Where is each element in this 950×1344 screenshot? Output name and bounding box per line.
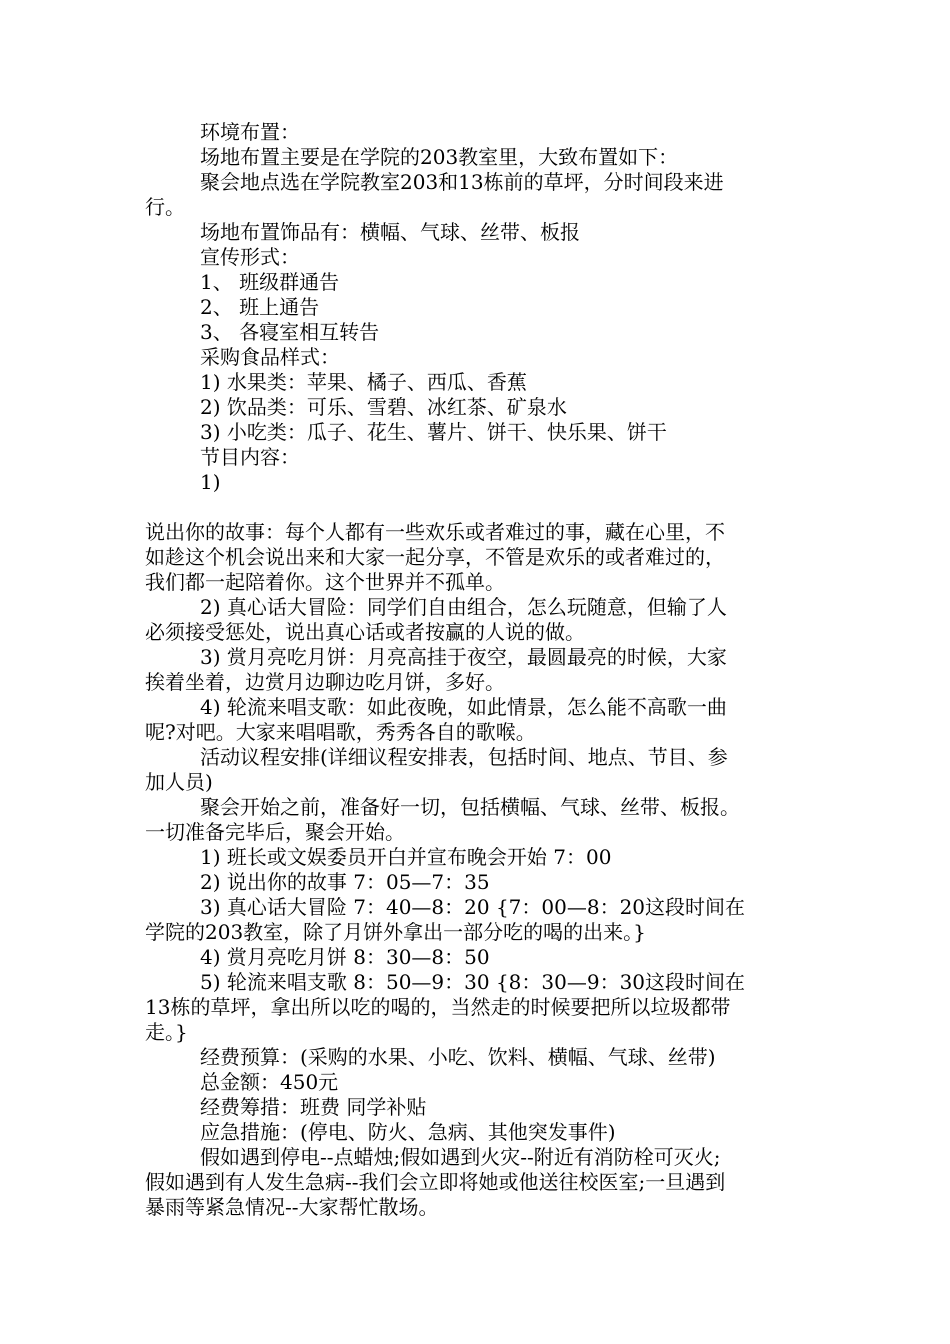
text-line: 聚会地点选在学院教室203和13栋前的草坪，分时间段来进 (200, 170, 724, 194)
text-line: 加人员) (145, 770, 213, 794)
text-line: 2) 说出你的故事 7：05—7：35 (200, 870, 490, 894)
text-line: 假如遇到有人发生急病--我们会立即将她或他送往校医室;一旦遇到 (145, 1170, 726, 1194)
text-line: 场地布置饰品有：横幅、气球、丝带、板报 (200, 220, 580, 244)
text-line: 应急措施：(停电、防火、急病、其他突发事件) (200, 1120, 616, 1144)
text-line: 经费预算：(采购的水果、小吃、饮料、横幅、气球、丝带) (200, 1045, 716, 1069)
text-line (145, 495, 805, 520)
text-line: 活动议程安排(详细议程安排表，包括时间、地点、节目、参 (200, 745, 728, 769)
text-line: 学院的203教室，除了月饼外拿出一部分吃的喝的出来。} (145, 920, 646, 944)
text-line: 3、 各寝室相互转告 (200, 320, 380, 344)
text-line: 环境布置： (200, 120, 300, 144)
text-line: 行。 (145, 195, 185, 219)
text-line: 2、 班上通告 (200, 295, 320, 319)
text-line: 走。} (145, 1020, 188, 1044)
text-line: 如趁这个机会说出来和大家一起分享，不管是欢乐的或者难过的， (145, 545, 725, 569)
text-line: 宣传形式： (200, 245, 300, 269)
text-line: 1) (200, 470, 221, 494)
text-line: 3) 小吃类：瓜子、花生、薯片、饼干、快乐果、饼干 (200, 420, 667, 444)
text-line: 说出你的故事：每个人都有一些欢乐或者难过的事，藏在心里，不 (145, 520, 725, 544)
text-line: 5) 轮流来唱支歌 8：50—9：30 {8：30—9：30这段时间在 (200, 970, 746, 994)
text-line: 必须接受惩处，说出真心话或者按赢的人说的做。 (145, 620, 585, 644)
text-line: 3) 真心话大冒险 7：40—8：20 {7：00—8：20这段时间在 (200, 895, 746, 919)
text-line: 聚会开始之前，准备好一切，包括横幅、气球、丝带、板报。 (200, 795, 740, 819)
text-line: 挨着坐着，边赏月边聊边吃月饼，多好。 (145, 670, 505, 694)
text-line: 节目内容： (200, 445, 300, 469)
document-body (145, 120, 805, 1220)
text-line: 假如遇到停电--点蜡烛;假如遇到火灾--附近有消防栓可灭火; (200, 1145, 721, 1169)
text-line: 13栋的草坪，拿出所以吃的喝的，当然走的时候要把所以垃圾都带 (145, 995, 731, 1019)
text-line: 2) 饮品类：可乐、雪碧、冰红茶、矿泉水 (200, 395, 567, 419)
text-line: 我们都一起陪着你。这个世界并不孤单。 (145, 570, 505, 594)
text-line: 呢?对吧。大家来唱唱歌，秀秀各自的歌喉。 (145, 720, 536, 744)
text-line: 总金额：450元 (200, 1070, 339, 1094)
text-line: 场地布置主要是在学院的203教室里，大致布置如下： (200, 145, 679, 169)
text-line: 采购食品样式： (200, 345, 340, 369)
text-line: 1、 班级群通告 (200, 270, 340, 294)
text-line: 一切准备完毕后，聚会开始。 (145, 820, 405, 844)
text-line: 1) 班长或文娱委员开白并宣布晚会开始 7：00 (200, 845, 612, 869)
text-line: 2) 真心话大冒险：同学们自由组合，怎么玩随意，但输了人 (200, 595, 727, 619)
text-line: 1) 水果类：苹果、橘子、西瓜、香蕉 (200, 370, 527, 394)
text-line: 暴雨等紧急情况--大家帮忙散场。 (145, 1195, 439, 1219)
text-line: 经费筹措：班费 同学补贴 (200, 1095, 427, 1119)
text-line: 4) 轮流来唱支歌：如此夜晚，如此情景，怎么能不高歌一曲 (200, 695, 727, 719)
text-line: 3) 赏月亮吃月饼：月亮高挂于夜空，最圆最亮的时候，大家 (200, 645, 727, 669)
text-line: 4) 赏月亮吃月饼 8：30—8：50 (200, 945, 490, 969)
